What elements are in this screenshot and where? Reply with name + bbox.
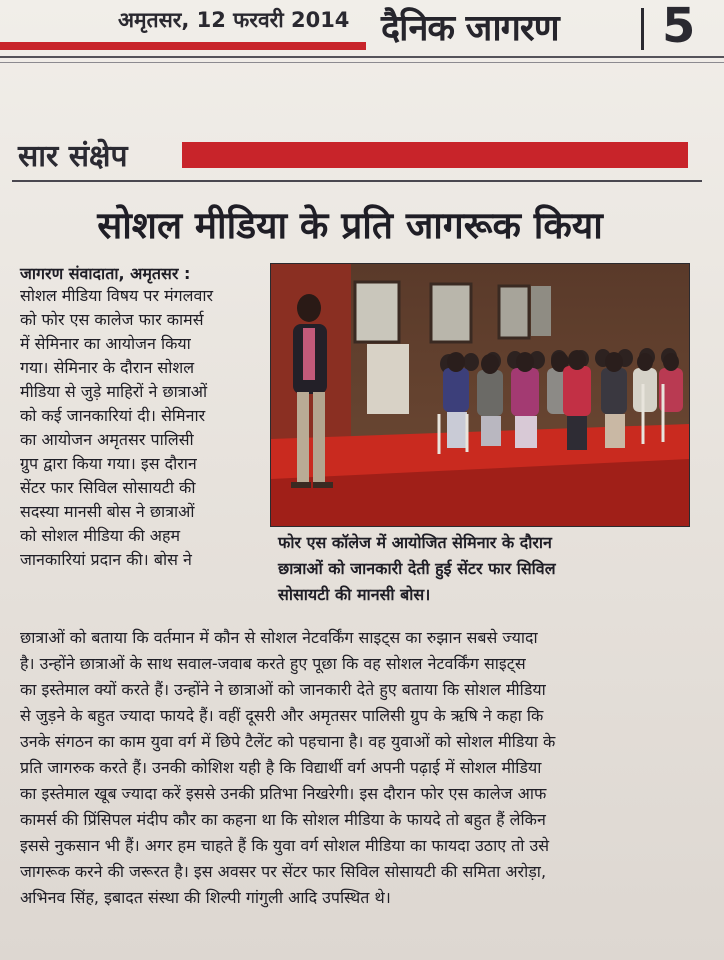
photo-caption-line: सोसायटी की मानसी बोस।: [278, 585, 431, 604]
column-line: जानकारियां प्रदान की। बोस ने: [20, 550, 192, 569]
article-line: जागरूक करने की जरूरत है। इस अवसर पर सेंटर फार सिविल सोसायटी की समिता अरोड़ा,: [20, 862, 547, 881]
seminar-photo: [270, 263, 690, 527]
column-line: सदस्या मानसी बोस ने छात्राओं: [20, 502, 195, 521]
masthead-rule-thin: [0, 62, 724, 63]
photo-caption-line: छात्राओं को जानकारी देती हुई सेंटर फार सिविल: [278, 559, 556, 578]
newspaper-name: दैनिक जागरण: [381, 8, 559, 49]
article-line: है। उन्होंने छात्राओं के साथ सवाल-जवाब करते हुए पूछा कि वह सोशल नेटवर्किंग साइट्स: [20, 654, 526, 673]
article-line: छात्राओं को बताया कि वर्तमान में कौन से सोशल नेटवर्किंग साइट्स का रुझान सबसे ज्यादा: [20, 628, 538, 647]
masthead-red-bar: [0, 42, 366, 50]
section-label: सार संक्षेप: [18, 139, 128, 174]
article-line: कामर्स की प्रिंसिपल मंदीप कौर का कहना था कि सोशल मीडिया के फायदे तो बहुत हैं लेकिन: [20, 810, 546, 829]
seminar-photo-illustration: [271, 264, 689, 526]
page-number: 5: [662, 0, 696, 54]
column-line: को कई जानकारियां दी। सेमिनार: [20, 406, 206, 425]
article-line: उनके संगठन का काम युवा वर्ग में छिपे टैलेंट को पहचाना है। वह युवाओं को सोशल मीडिया के: [20, 732, 556, 751]
article-byline: जागरण संवादाता, अमृतसर :: [20, 264, 191, 283]
article-line: का इस्तेमाल क्यों करते हैं। उन्होंने ने छात्राओं को जानकारी देते हुए बताया कि सोशल मीडिया: [20, 680, 546, 699]
section-rule: [12, 180, 702, 182]
column-line: सेंटर फार सिविल सोसायटी की: [20, 478, 196, 497]
article-line: प्रति जागरुक करते हैं। उनकी कोशिश यही है कि विद्यार्थी वर्ग अपनी पढ़ाई में सोशल मीडिया: [20, 758, 542, 777]
dateline: अमृतसर, 12 फरवरी 2014: [118, 8, 350, 32]
masthead-rule: [0, 56, 724, 58]
column-line: को फोर एस कालेज फार कामर्स: [20, 310, 204, 329]
column-line: गया। सेमिनार के दौरान सोशल: [20, 358, 195, 377]
photo-caption-line: फोर एस कॉलेज में आयोजित सेमिनार के दौरान: [278, 533, 552, 552]
article-line: का इस्तेमाल खूब ज्यादा करें इससे उनकी प्रतिभा निखरेगी। इस दौरान फोर एस कालेज आफ: [20, 784, 547, 803]
article-line: से जुड़ने के बहुत ज्यादा फायदे हैं। वहीं दूसरी और अमृतसर पालिसी ग्रुप के ऋषि ने कहा कि: [20, 706, 544, 725]
column-line: का आयोजन अमृतसर पालिसी: [20, 430, 194, 449]
article-line: इससे नुकसान भी हैं। अगर हम चाहते हैं कि युवा वर्ग सोशल मीडिया का फायदा उठाए तो उसे: [20, 836, 550, 855]
column-line: को सोशल मीडिया की अहम: [20, 526, 181, 545]
column-line: मीडिया से जुड़े माहिरों ने छात्राओं: [20, 382, 208, 401]
section-red-bar: [182, 142, 688, 168]
article-line: अभिनव सिंह, इबादत संस्था की शिल्पी गांगुली आदि उपस्थित थे।: [20, 888, 391, 907]
masthead-separator: [641, 8, 644, 50]
article-headline: सोशल मीडिया के प्रति जागरूक किया: [97, 204, 603, 247]
column-line: ग्रुप द्वारा किया गया। इस दौरान: [20, 454, 197, 473]
column-line: सोशल मीडिया विषय पर मंगलवार: [20, 286, 214, 305]
column-line: में सेमिनार का आयोजन किया: [20, 334, 191, 353]
